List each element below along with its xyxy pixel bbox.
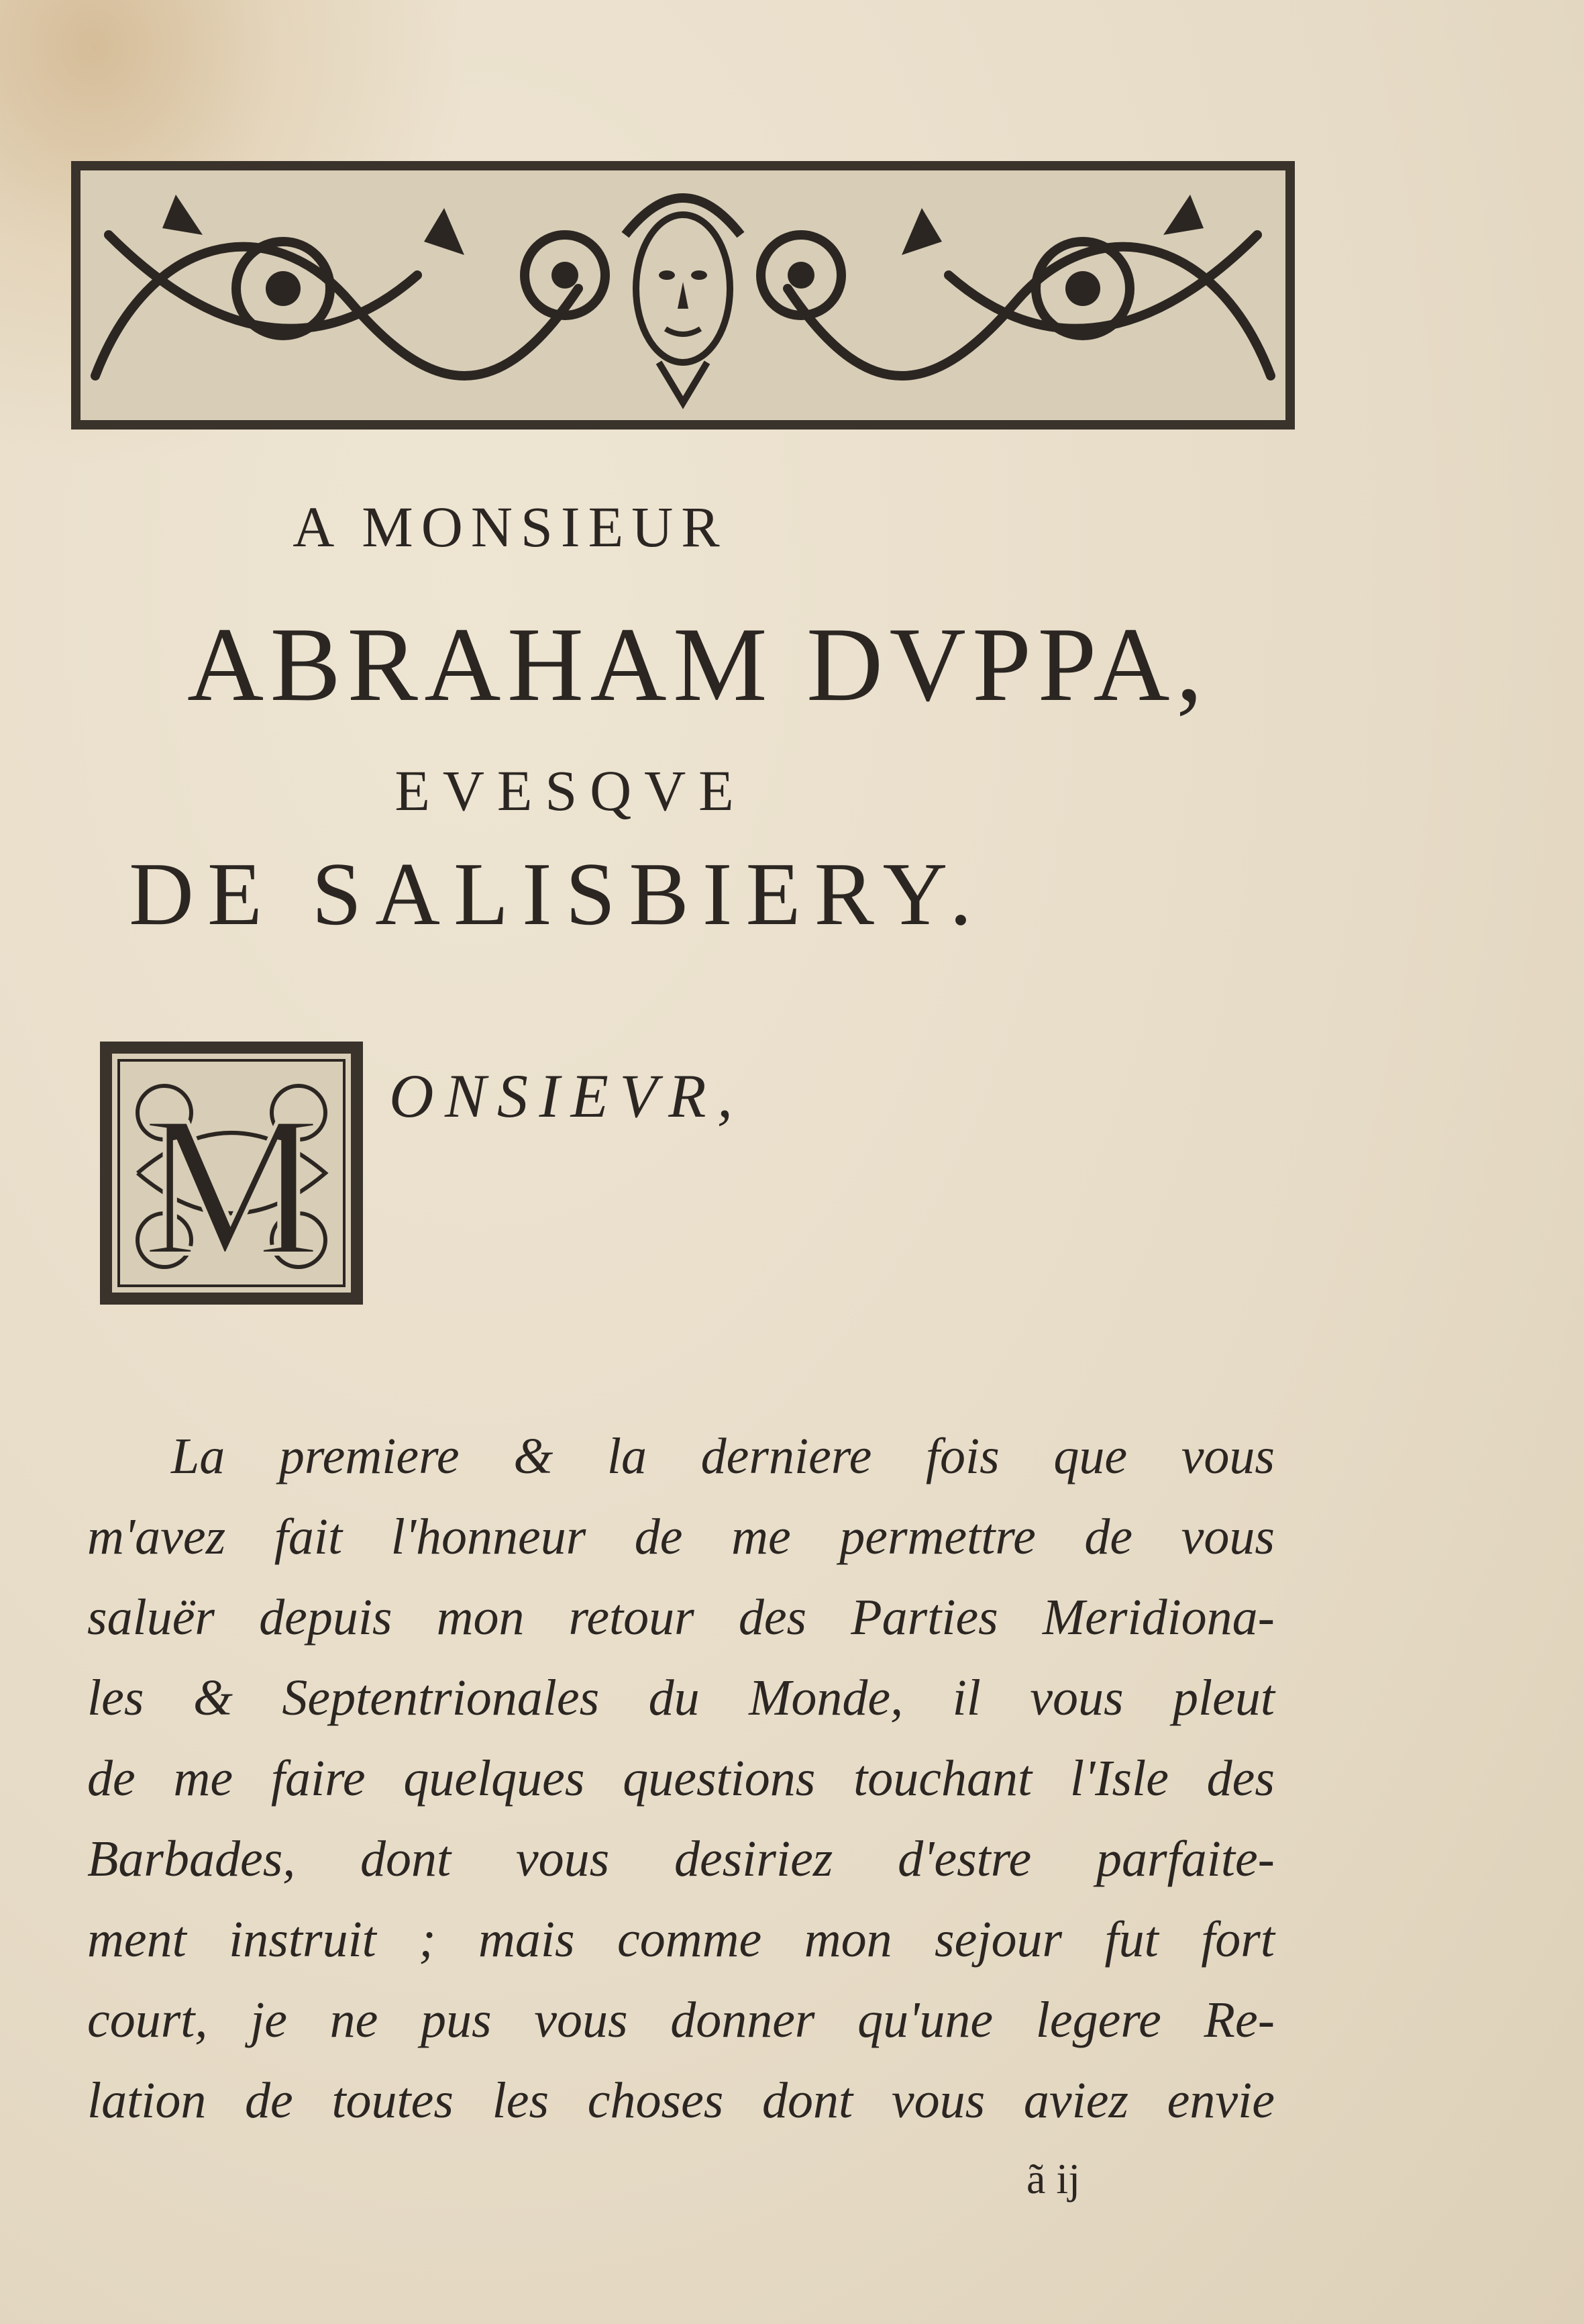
body-line: les & Septentrionales du Monde, il vous pleut	[87, 1670, 1275, 1726]
salutation: ONSIEVR,	[389, 1062, 744, 1130]
initial-letter: M	[142, 1074, 321, 1297]
body-line: ment instruit ; mais comme mon sejour fut fort	[87, 1911, 1275, 1968]
body-text	[87, 1416, 1275, 2141]
body-line: La premiere & la derniere fois que vous	[171, 1428, 1275, 1484]
title-line-3: EVESQVE	[394, 758, 747, 823]
body-line: de me faire quelques questions touchant l'Isle des	[87, 1750, 1275, 1807]
body-line: m'avez fait l'honneur de me permettre de vous	[87, 1509, 1275, 1565]
ornamental-headpiece	[68, 154, 1298, 436]
title-line-4: DE SALISBIERY.	[129, 844, 986, 944]
title-line-1: A MONSIEUR	[293, 495, 728, 559]
body-line: lation de toutes les choses dont vous aviez envie	[87, 2072, 1275, 2129]
body-line: saluër depuis mon retour des Parties Meridiona-	[87, 1589, 1275, 1646]
body-line: Barbades, dont vous desiriez d'estre parfaite-	[87, 1831, 1275, 1887]
title-line-2: ABRAHAM DVPPA,	[187, 606, 1209, 723]
signature-mark: ã ij	[1026, 2155, 1080, 2203]
body-line: court, je ne pus vous donner qu'une legere Re-	[87, 1992, 1275, 2048]
drop-initial	[97, 1039, 366, 1307]
